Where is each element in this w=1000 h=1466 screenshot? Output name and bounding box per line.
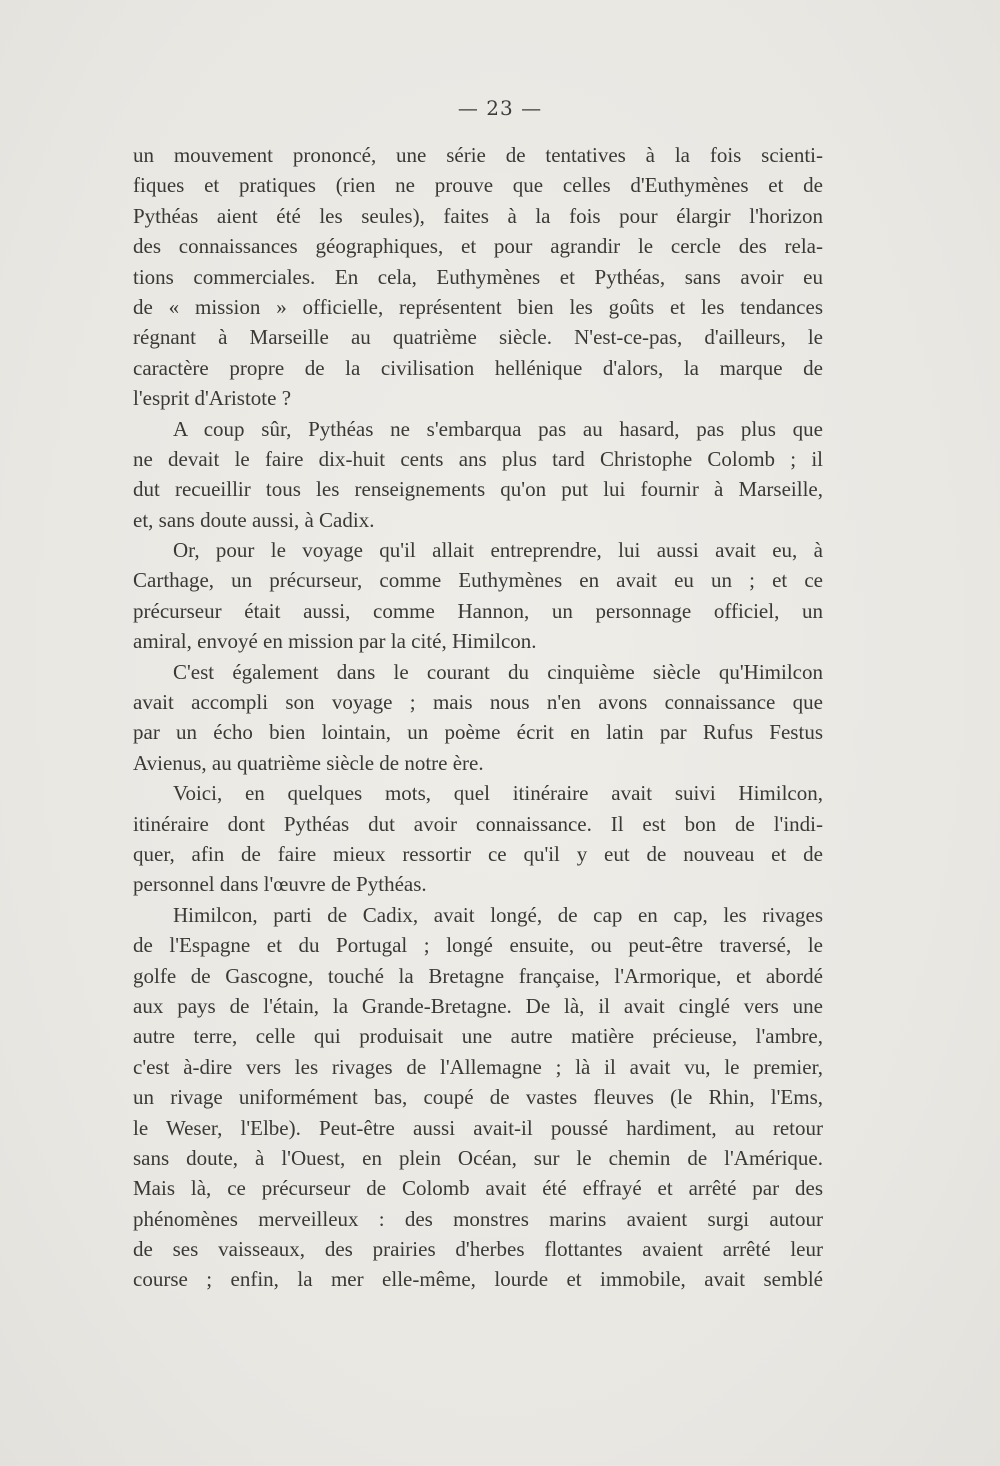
- text-line: tions commerciales. En cela, Euthymènes et Pythéas, sans avoir eu: [133, 264, 823, 289]
- body-text: [133, 140, 823, 1295]
- text-line: des connaissances géographiques, et pour agrandir le cercle des rela-: [133, 234, 823, 259]
- text-line: autre terre, celle qui produisait une autre matière précieuse, l'ambre,: [133, 1024, 823, 1049]
- text-line: de l'Espagne et du Portugal ; longé ensuite, ou peut-être traversé, le: [133, 933, 823, 958]
- text-line: régnant à Marseille au quatrième siècle. N'est-ce-pas, d'ailleurs, le: [133, 325, 823, 350]
- text-line: C'est également dans le courant du cinquième siècle qu'Himilcon: [173, 659, 823, 684]
- text-line: précurseur était aussi, comme Hannon, un personnage officiel, un: [133, 598, 823, 623]
- text-line: caractère propre de la civilisation hellénique d'alors, la marque de: [133, 355, 823, 380]
- text-line: sans doute, à l'Ouest, en plein Océan, sur le chemin de l'Amérique.: [133, 1145, 823, 1170]
- text-line: un rivage uniformément bas, coupé de vastes fleuves (le Rhin, l'Ems,: [133, 1085, 823, 1110]
- text-line: dut recueillir tous les renseignements qu'on put lui fournir à Marseille,: [133, 477, 823, 502]
- text-line: phénomènes merveilleux : des monstres marins avaient surgi autour: [133, 1206, 823, 1231]
- text-line: aux pays de l'étain, la Grande-Bretagne. De là, il avait cinglé vers une: [133, 993, 823, 1018]
- text-line: A coup sûr, Pythéas ne s'embarqua pas au hasard, pas plus que: [173, 416, 823, 441]
- text-line: un mouvement prononcé, une série de tentatives à la fois scienti-: [133, 143, 823, 167]
- text-line: itinéraire dont Pythéas dut avoir connaissance. Il est bon de l'indi-: [133, 811, 823, 836]
- text-line: et, sans doute aussi, à Cadix.: [133, 507, 375, 532]
- text-line: c'est à-dire vers les rivages de l'Allemagne ; là il avait vu, le premier,: [133, 1054, 823, 1079]
- text-line: amiral, envoyé en mission par la cité, Himilcon.: [133, 629, 537, 654]
- text-line: l'esprit d'Aristote ?: [133, 386, 292, 411]
- text-line: fiques et pratiques (rien ne prouve que celles d'Euthymènes et de: [133, 173, 823, 198]
- text-line: Mais là, ce précurseur de Colomb avait été effrayé et arrêté par des: [133, 1176, 823, 1201]
- text-line: avait accompli son voyage ; mais nous n'en avons connaissance que: [133, 690, 823, 715]
- text-line: personnel dans l'œuvre de Pythéas.: [133, 872, 427, 897]
- text-line: par un écho bien lointain, un poème écrit en latin par Rufus Festus: [133, 720, 823, 745]
- text-line: quer, afin de faire mieux ressortir ce qu'il y eut de nouveau et de: [133, 841, 823, 866]
- text-line: ne devait le faire dix-huit cents ans plus tard Christophe Colomb ; il: [133, 446, 823, 471]
- text-line: Avienus, au quatrième siècle de notre ère.: [133, 750, 484, 775]
- page-number: — 23 —: [457, 96, 543, 120]
- text-line: Carthage, un précurseur, comme Euthymènes en avait eu un ; et ce: [133, 568, 823, 593]
- text-line: golfe de Gascogne, touché la Bretagne française, l'Armorique, et abordé: [133, 963, 823, 988]
- text-line: de « mission » officielle, représentent bien les goûts et les tendances: [133, 294, 823, 319]
- text-line: Himilcon, parti de Cadix, avait longé, de cap en cap, les rivages: [173, 902, 823, 927]
- text-line: de ses vaisseaux, des prairies d'herbes flottantes avaient arrêté leur: [133, 1237, 823, 1262]
- text-line: Pythéas aient été les seules), faites à la fois pour élargir l'horizon: [133, 203, 823, 228]
- text-line: course ; enfin, la mer elle-même, lourde et immobile, avait semblé: [133, 1267, 823, 1292]
- text-line: le Weser, l'Elbe). Peut-être aussi avait-il poussé hardiment, au retour: [133, 1115, 823, 1140]
- text-line: Voici, en quelques mots, quel itinéraire avait suivi Himilcon,: [173, 781, 823, 806]
- text-line: Or, pour le voyage qu'il allait entreprendre, lui aussi avait eu, à: [173, 538, 823, 563]
